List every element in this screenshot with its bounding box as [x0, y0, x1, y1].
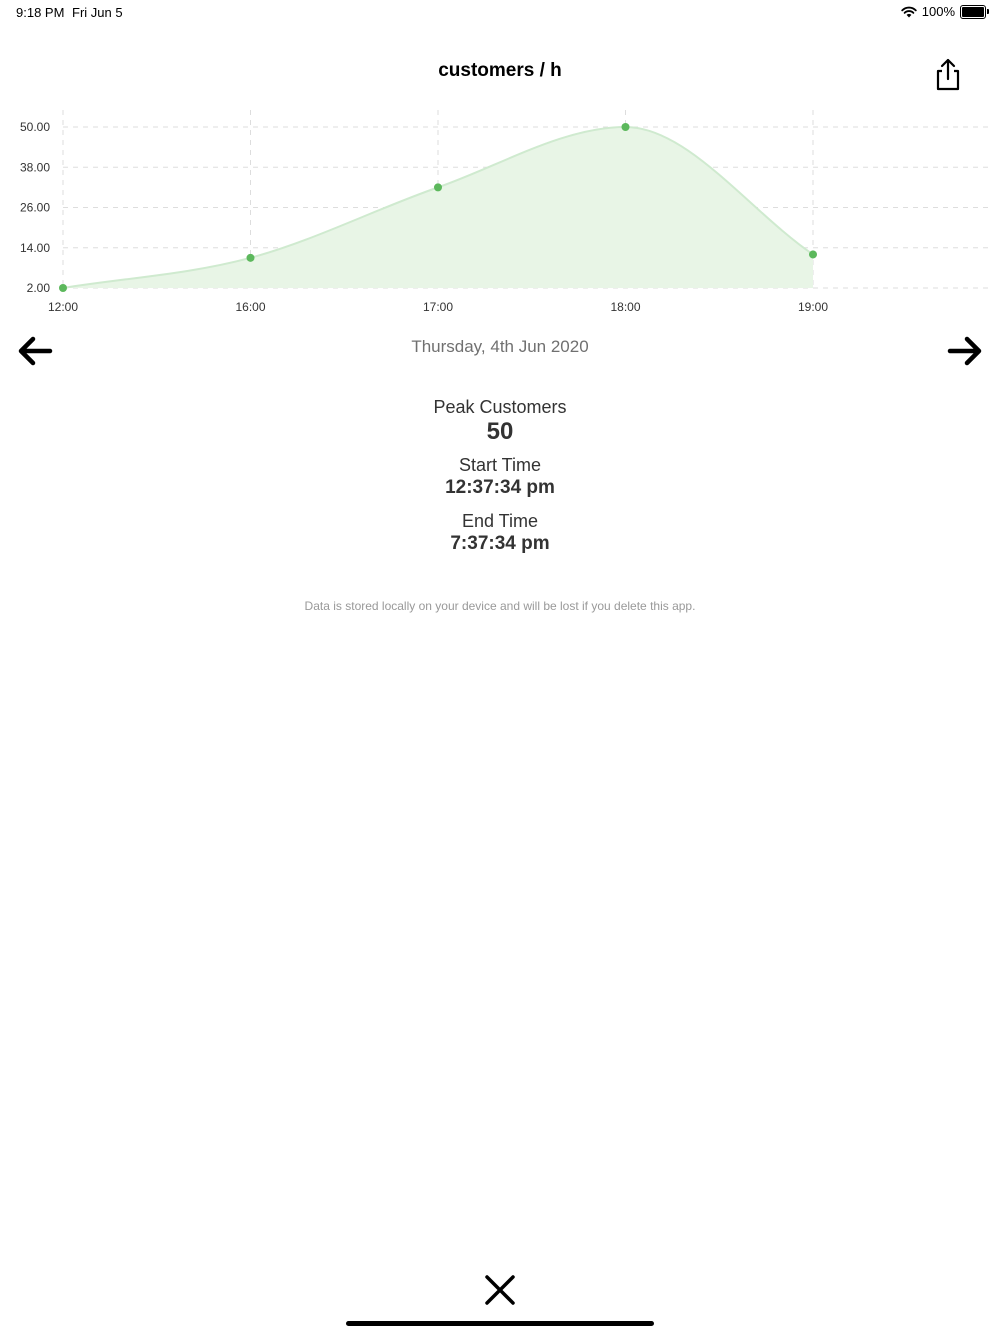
- customers-chart: [0, 100, 1000, 330]
- x-tick-label: 17:00: [422, 300, 454, 314]
- close-icon[interactable]: [480, 1270, 520, 1310]
- data-point: [59, 284, 67, 292]
- status-indicators: [901, 4, 986, 19]
- x-tick-label: 12:00: [47, 300, 79, 314]
- y-tick-label: 14.00: [19, 240, 50, 255]
- x-tick-label: 18:00: [610, 300, 641, 314]
- peak-customers-label: Peak Customers: [433, 397, 567, 417]
- status-date: Fri Jun 5: [72, 5, 123, 20]
- status-bar: [0, 0, 1000, 24]
- home-indicator: [346, 1321, 654, 1326]
- end-time-label: End Time: [461, 511, 539, 531]
- y-tick-label: 26.00: [19, 200, 50, 215]
- start-time-value: 12:37:34 pm: [445, 477, 555, 498]
- battery-percent: 100%: [921, 4, 955, 19]
- y-tick-label: 38.00: [19, 160, 50, 175]
- stats-panel: [0, 396, 1000, 566]
- data-point: [809, 250, 817, 258]
- battery-icon: [960, 5, 986, 19]
- arrow-right-icon[interactable]: [946, 333, 984, 369]
- data-point: [247, 254, 255, 262]
- wifi-icon: [901, 6, 917, 18]
- storage-note: Data is stored locally on your device and will be lost if you delete this app.: [304, 599, 696, 613]
- y-tick-label: 2.00: [26, 281, 50, 295]
- peak-customers-value: 50: [486, 418, 514, 445]
- y-tick-label: 50.00: [19, 120, 50, 134]
- x-tick-label: 16:00: [235, 300, 266, 314]
- status-time: 9:18 PM: [16, 5, 65, 20]
- end-time-value: 7:37:34 pm: [450, 533, 550, 554]
- page-title: customers / h: [438, 60, 562, 81]
- x-tick-label: 19:00: [797, 300, 829, 314]
- data-point: [434, 183, 442, 191]
- start-time-label: Start Time: [458, 455, 542, 475]
- data-point: [622, 123, 630, 131]
- share-icon[interactable]: [930, 56, 966, 92]
- selected-date: Thursday, 4th Jun 2020: [411, 337, 589, 356]
